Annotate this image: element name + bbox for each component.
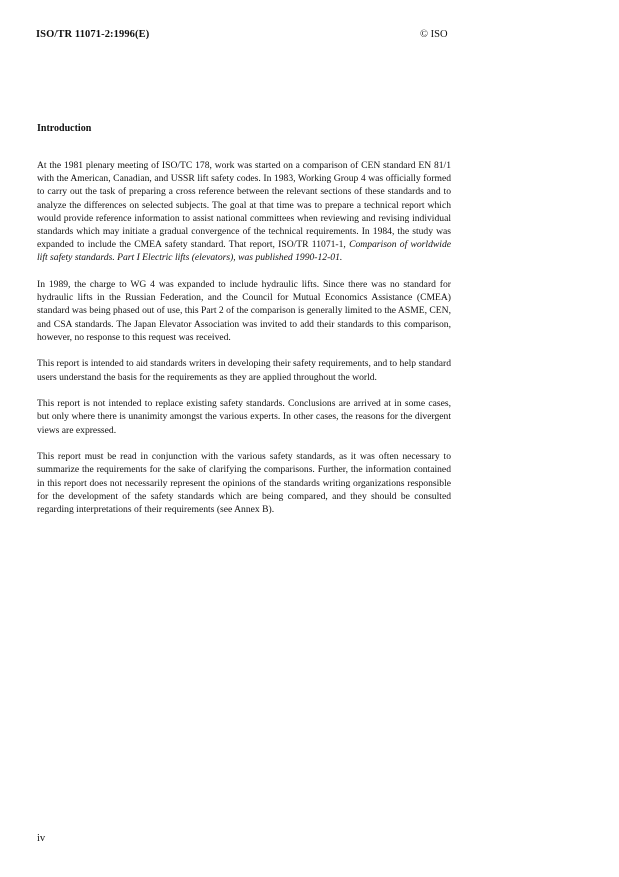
paragraph-scope: In 1989, the charge to WG 4 was expanded to include hydraulic lifts. Since there was no standard for hydraulic lifts in the Russian Federation, and the Council for Mutual Economics Assistance (CMEA) standard was being phased out of use, this Part 2 of the comparison is generally limited to the ASME, CEN, and CSA standards. The Japan Elevator Association was invited to add their standards to this comparison, however, no response to this request was received.: [37, 279, 451, 343]
document-id: ISO/TR 11071-2:1996(E): [36, 29, 150, 40]
paragraph-history-text: At the 1981 plenary meeting of ISO/TC 178, work was started on a comparison of CEN standard EN 81/1 with the American, Canadian, and USSR lift safety codes. In 1983, Working Group 4 was officially formed to carry out the task of preparing a cross reference between the relevant sections of these standards and to analyze the differences on selected subjects. The goal at that time was to prepare a technical report which would provide reference information to assist national committees when reviewing and revising individual standards which may initiate a gradual convergence of the technical requirements. In 1984, the study was expanded to include the CMEA safety standard. That report, ISO/TR 11071-1,: [37, 160, 451, 251]
body-text: [37, 159, 451, 530]
paragraph-limitations: This report is not intended to replace existing safety standards. Conclusions are arrived at in some cases, but only where there is unanimity amongst the various experts. In other cases, the reasons for the divergent views are expressed.: [37, 398, 451, 436]
copyright-notice: © ISO: [420, 29, 448, 40]
section-title: Introduction: [37, 123, 92, 134]
page-number: iv: [37, 833, 46, 844]
paragraph-purpose: This report is intended to aid standards writers in developing their safety requirements, and to help standard users understand the basis for the requirements as they are applied throughout the world.: [37, 358, 451, 383]
paragraph-history: [37, 159, 451, 265]
paragraph-history-citation: Comparison of worldwide lift safety standards. Part I Electric lifts (elevators), was published 1990-12-01.: [37, 239, 452, 264]
paragraph-usage: This report must be read in conjunction with the various safety standards, as it was often necessary to summarize the requirements for the sake of clarifying the comparisons. Further, the information contained in this report does not necessarily represent the opinions of the standards writing organizations responsible for the development of the safety standards which are being compared, and they should be consulted regarding interpretations of their requirements (see Annex B).: [37, 451, 451, 516]
